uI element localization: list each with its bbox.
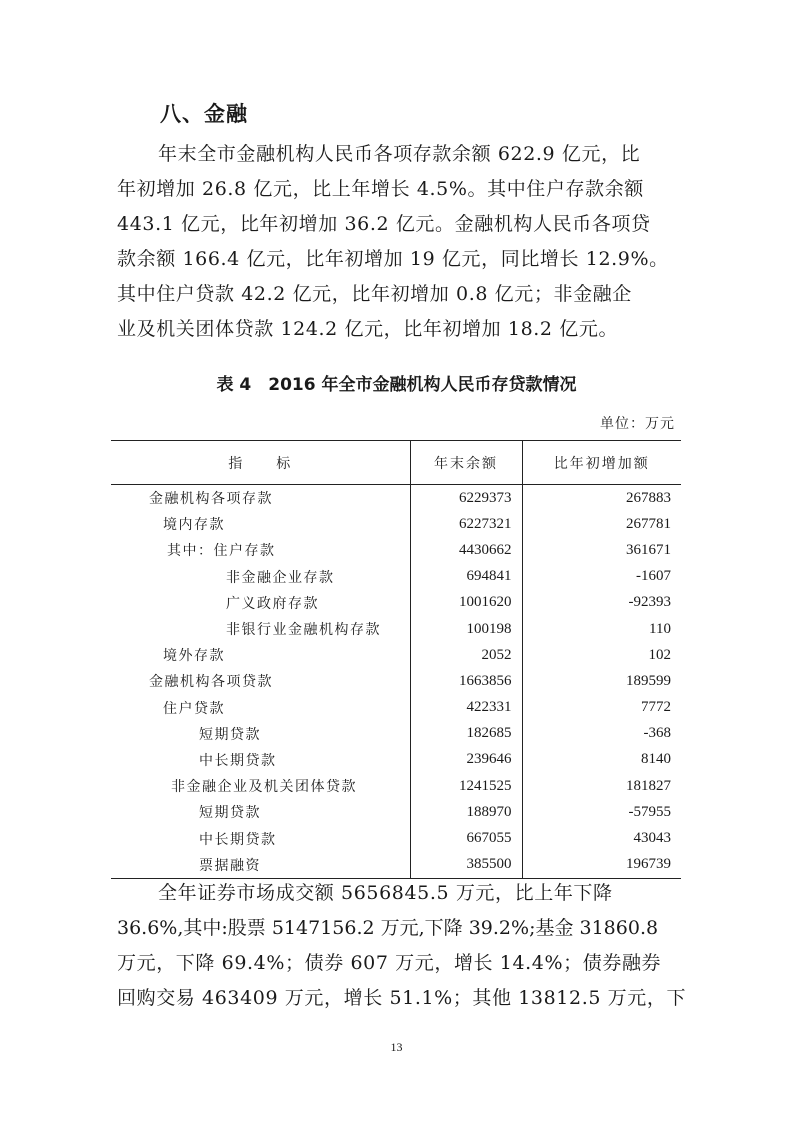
row-year-end-value: 188970 [410,799,522,825]
column-header-year-end: 年末余额 [410,441,522,485]
table-row [111,721,681,747]
table-row [111,799,681,825]
table-row [111,825,681,851]
table-row [111,590,681,616]
row-label: 广义政府存款 [226,595,319,612]
paragraph-line: 36.6%,其中:股票 5147156.2 万元,下降 39.2%;基金 31860.8 [117,917,659,939]
table-row [111,852,681,879]
column-header-indicator: 指 标 [111,441,410,485]
table-header-row [111,441,681,485]
table-row [111,616,681,642]
row-label: 其中：住户存款 [167,543,276,560]
row-year-end-value: 422331 [410,695,522,721]
row-label: 票据融资 [111,852,410,879]
row-increase-value: -1607 [522,564,681,590]
row-year-end-value: 1241525 [410,773,522,799]
row-increase-value: 8140 [522,747,681,773]
row-label: 非金融企业存款 [226,569,335,586]
paragraph-line: 万元，下降 69.4%；债券 607 万元，增长 14.4%；债券融券 [117,952,662,974]
table-row [111,511,681,537]
row-year-end-value: 667055 [410,825,522,851]
paragraph-line: 回购交易 463409 万元，增长 51.1%；其他 13812.5 万元，下 [117,987,687,1009]
table-row [111,747,681,773]
row-increase-value: 267883 [522,485,681,512]
page-number: 13 [390,1040,403,1054]
row-label: 短期贷款 [199,726,261,743]
row-label: 境内存款 [163,517,225,534]
row-increase-value: -92393 [522,590,681,616]
row-year-end-value: 694841 [410,564,522,590]
row-increase-value: 43043 [522,825,681,851]
row-label: 非金融企业及机关团体贷款 [171,779,357,796]
paragraph-line: 其中住户贷款 42.2 亿元，比年初增加 0.8 亿元；非金融企 [117,283,632,305]
deposits-loans-table [111,440,681,879]
row-year-end-value: 182685 [410,721,522,747]
row-year-end-value: 239646 [410,747,522,773]
row-label: 非银行业金融机构存款 [226,622,381,639]
column-header-increase: 比年初增加额 [522,441,681,485]
row-year-end-value: 6227321 [410,511,522,537]
row-label: 金融机构各项存款 [149,491,273,508]
row-year-end-value: 385500 [410,852,522,879]
table-row [111,668,681,694]
row-label: 中长期贷款 [199,831,277,848]
paragraph-securities [117,876,687,1016]
row-year-end-value: 4430662 [410,537,522,563]
table-row [111,537,681,563]
row-increase-value: -368 [522,721,681,747]
paragraph-line: 款余额 166.4 亿元，比年初增加 19 亿元，同比增长 12.9%。 [117,248,669,270]
table-row [111,695,681,721]
row-label: 住户贷款 [163,700,225,717]
table-title: 表 4 2016 年全市金融机构人民币存贷款情况 [216,375,577,395]
row-label: 中长期贷款 [199,752,277,769]
table-row [111,485,681,512]
row-increase-value: 181827 [522,773,681,799]
row-year-end-value: 1001620 [410,590,522,616]
paragraph-line: 全年证券市场成交额 5656845.5 万元，比上年下降 [158,882,613,904]
row-increase-value: 196739 [522,852,681,879]
row-increase-value: 102 [522,642,681,668]
row-label: 境外存款 [163,648,225,665]
row-year-end-value: 100198 [410,616,522,642]
row-increase-value: 110 [522,616,681,642]
row-increase-value: 267781 [522,511,681,537]
table-unit: 单位：万元 [600,416,675,432]
row-year-end-value: 2052 [410,642,522,668]
row-year-end-value: 6229373 [410,485,522,512]
row-increase-value: 189599 [522,668,681,694]
row-label: 金融机构各项贷款 [149,674,273,691]
row-label: 短期贷款 [199,805,261,822]
paragraph-line: 业及机关团体贷款 124.2 亿元，比年初增加 18.2 亿元。 [117,318,619,340]
table-row [111,564,681,590]
row-year-end-value: 1663856 [410,668,522,694]
row-increase-value: 7772 [522,695,681,721]
paragraph-line: 年末全市金融机构人民币各项存款余额 622.9 亿元，比 [158,143,641,165]
row-increase-value: -57955 [522,799,681,825]
table-row [111,773,681,799]
row-increase-value: 361671 [522,537,681,563]
table-row [111,642,681,668]
section-heading: 八、金融 [160,102,248,126]
paragraph-finance-summary [117,137,682,347]
paragraph-line: 443.1 亿元，比年初增加 36.2 亿元。金融机构人民币各项贷 [117,213,651,235]
paragraph-line: 年初增加 26.8 亿元，比上年增长 4.5%。其中住户存款余额 [117,178,644,200]
